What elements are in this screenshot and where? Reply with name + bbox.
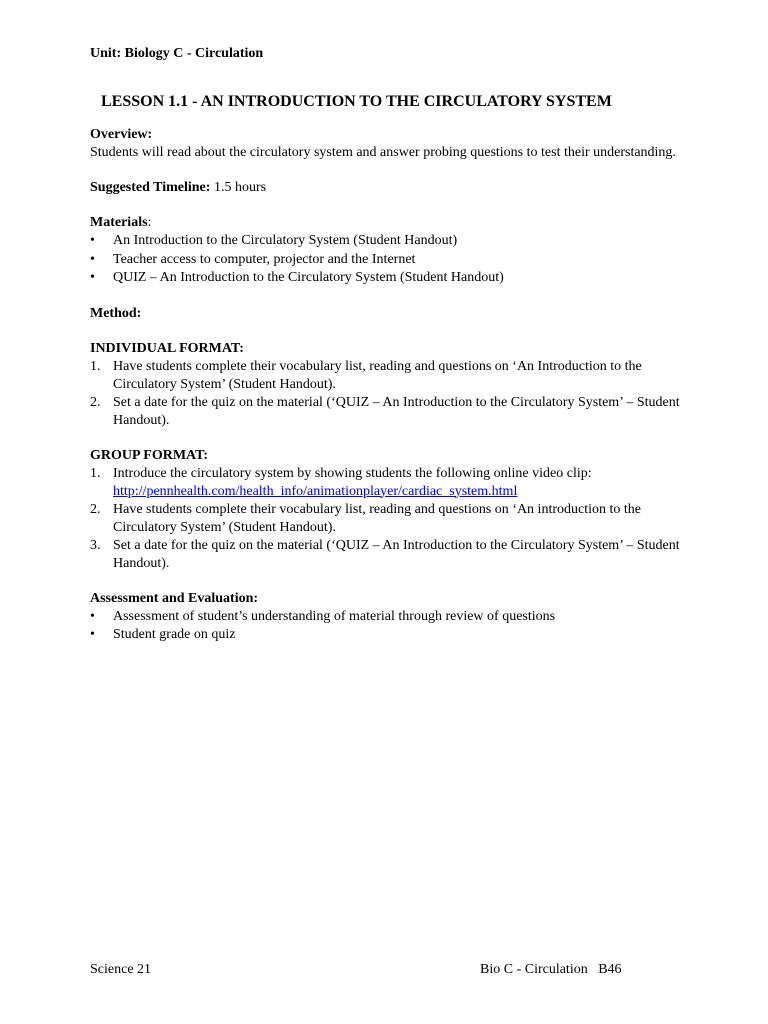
method-section [90,305,690,323]
individual-format-section [90,340,690,430]
method-heading: Method: [90,305,142,321]
assessment-section [90,590,690,645]
item-text: Introduce the circulatory system by showing students the following online video clip: [113,465,592,481]
item-number: 2. [90,394,101,410]
group-format-heading: GROUP FORMAT: [90,447,209,463]
assessment-heading: Assessment and Evaluation: [90,590,259,606]
timeline-label: Suggested Timeline: [90,180,211,195]
list-item [90,251,690,270]
list-item [90,608,690,627]
individual-format-list [90,358,690,430]
materials-section [90,214,690,288]
bullet-icon: • [90,270,95,285]
overview-text: Students will read about the circulatory system and answer probing questions to test their understanding. [90,145,676,160]
item-number: 1. [90,465,101,481]
item-number: 1. [90,358,101,374]
timeline-line [90,179,690,197]
materials-heading: Materials [90,215,148,230]
timeline-section [90,179,690,197]
assessment-item-text: Assessment of student’s understanding of material through review of questions [113,608,556,624]
bullet-icon: • [90,251,95,267]
bullet-icon: • [90,233,95,248]
lesson-title: LESSON 1.1 - AN INTRODUCTION TO THE CIRCULATORY SYSTEM [101,93,612,110]
group-format-section [90,447,690,573]
materials-heading-line [90,214,690,232]
bullet-icon: • [90,608,95,624]
item-number: 2. [90,501,101,517]
footer-right [480,961,622,979]
assessment-item-text: Student grade on quiz [113,627,236,642]
item-text: Have students complete their vocabulary list, reading and questions on ‘An Introduction to the Circulatory System’ (Student Handout). [113,358,642,392]
item-text: Have students complete their vocabulary list, reading and questions on ‘An introduction to the Circulatory System’ (Student Handout). [113,501,641,535]
overview-section [90,126,690,162]
assessment-list [90,608,690,645]
video-clip-link[interactable]: http://pennhealth.com/health_info/animationplayer/cardiac_system.html [113,483,518,499]
list-item [90,537,690,573]
list-item [90,358,690,394]
materials-item-text: An Introduction to the Circulatory System (Student Handout) [113,233,458,248]
list-item [90,394,690,430]
lesson-page [90,45,690,645]
footer-left: Science 21 [90,962,152,977]
footer-right-text: Bio C - Circulation B46 [480,962,622,977]
materials-colon: : [147,215,152,230]
group-format-list [90,465,690,573]
list-item [90,465,690,501]
materials-item-text: QUIZ – An Introduction to the Circulatory System (Student Handout) [113,270,504,285]
list-item [90,269,690,288]
list-item [90,626,690,645]
list-item [90,501,690,537]
materials-list [90,232,690,288]
bullet-icon: • [90,627,95,642]
item-number: 3. [90,537,101,553]
item-text: Set a date for the quiz on the material (‘QUIZ – An Introduction to the Circulatory System’ – Student Handout). [113,394,680,428]
timeline-value: 1.5 hours [210,180,267,195]
materials-item-text: Teacher access to computer, projector and the Internet [113,251,416,267]
list-item [90,232,690,251]
item-text: Set a date for the quiz on the material (‘QUIZ – An Introduction to the Circulatory System’ – Student Handout). [113,537,680,571]
unit-label: Unit: Biology C - Circulation [90,46,264,61]
individual-format-heading: INDIVIDUAL FORMAT: [90,340,244,356]
overview-heading: Overview: [90,127,153,142]
